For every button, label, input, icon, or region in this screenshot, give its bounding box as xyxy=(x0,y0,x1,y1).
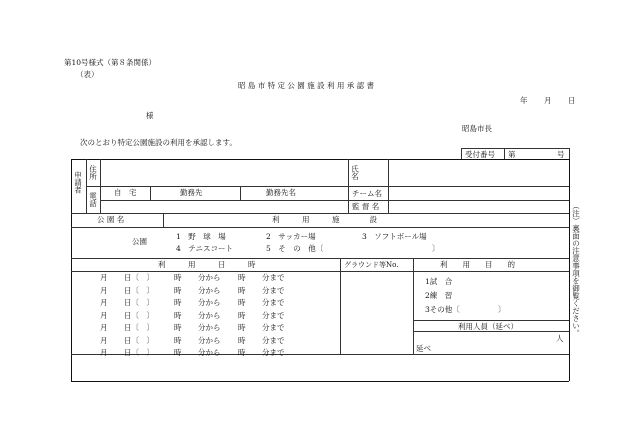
start-minute-label: 分から xyxy=(198,285,221,295)
work-phone-label: 勤務先 xyxy=(180,188,203,197)
start-minute-label: 分から xyxy=(198,335,221,345)
day-label: 日〔 〕 xyxy=(124,273,154,282)
day-label: 日〔 〕 xyxy=(124,348,154,357)
start-minute-label: 分から xyxy=(198,348,221,357)
date-year: 年 xyxy=(520,96,528,105)
start-hour-label: 時 xyxy=(174,285,182,295)
facility-option-softball[interactable]: 3 ソフトボール場 xyxy=(362,232,427,241)
form-side: （表） xyxy=(76,70,99,79)
end-hour-label: 時 xyxy=(238,335,246,345)
side-note: （注）裏面の注意事項を御覧ください。 xyxy=(571,202,581,337)
team-name-field[interactable] xyxy=(389,187,568,199)
park-name-header: 公 園 名 xyxy=(97,215,125,224)
work-name-label: 勤務先名 xyxy=(266,188,296,197)
home-phone-label: 自 宅 xyxy=(114,188,137,197)
users-unit: 人 xyxy=(556,334,564,343)
month-label: 月 xyxy=(100,335,108,345)
park-suffix: 公園 xyxy=(132,237,147,246)
schedule-header: 利 用 日 時 xyxy=(158,260,256,269)
approval-statement: 次のとおり特定公園施設の利用を承認します。 xyxy=(80,138,237,147)
day-label: 日〔 〕 xyxy=(124,323,154,332)
start-hour-label: 時 xyxy=(174,273,182,282)
issuer: 昭島市長 xyxy=(462,124,492,133)
date-day: 日 xyxy=(568,96,576,105)
start-hour-label: 時 xyxy=(174,335,182,345)
supervisor-field[interactable] xyxy=(389,201,568,212)
facility-option-other-close: 〕 xyxy=(432,244,440,253)
month-label: 月 xyxy=(100,323,108,332)
supervisor-label: 監 督 名 xyxy=(352,202,380,211)
end-hour-label: 時 xyxy=(238,285,246,295)
purpose-game[interactable]: 1試 合 xyxy=(425,277,453,286)
facility-option-other[interactable]: 5 そ の 他〔 xyxy=(266,244,324,253)
phone-label: 電話 xyxy=(88,192,98,207)
end-minute-label: 分まで xyxy=(262,310,285,320)
start-minute-label: 分から xyxy=(198,310,221,320)
users-note: 延べ xyxy=(416,344,431,353)
facility-option-soccer[interactable]: 2 サッカー場 xyxy=(266,232,316,241)
receipt-label: 受付番号 xyxy=(465,150,495,159)
end-hour-label: 時 xyxy=(238,310,246,320)
receipt-suffix: 号 xyxy=(557,150,565,159)
address-field[interactable] xyxy=(101,160,347,185)
end-hour-label: 時 xyxy=(238,298,246,307)
applicant-section-label: 申請者 xyxy=(73,171,83,194)
users-header: 利用人員（延べ） xyxy=(458,322,518,331)
end-hour-label: 時 xyxy=(238,273,246,282)
purpose-header: 利 用 目 的 xyxy=(440,260,515,269)
day-label: 日〔 〕 xyxy=(124,285,154,295)
day-label: 日〔 〕 xyxy=(124,335,154,345)
form-number: 第10号様式（第８条関係） xyxy=(64,58,157,67)
facility-option-tennis[interactable]: 4 テニスコート xyxy=(176,244,233,253)
name-label: 氏名 xyxy=(350,165,360,180)
end-minute-label: 分まで xyxy=(262,323,285,332)
receipt-prefix: 第 xyxy=(508,150,516,159)
day-label: 日〔 〕 xyxy=(124,310,154,320)
team-name-label: チーム名 xyxy=(352,189,382,198)
start-hour-label: 時 xyxy=(174,348,182,357)
date-month: 月 xyxy=(544,96,552,105)
purpose-practice[interactable]: 2練 習 xyxy=(425,291,453,300)
end-hour-label: 時 xyxy=(238,323,246,332)
end-minute-label: 分まで xyxy=(262,285,285,295)
purpose-other-close: 〕 xyxy=(498,305,506,314)
facility-header: 利 用 施 設 xyxy=(272,215,377,224)
end-minute-label: 分まで xyxy=(262,335,285,345)
start-minute-label: 分から xyxy=(198,323,221,332)
month-label: 月 xyxy=(100,310,108,320)
end-minute-label: 分まで xyxy=(262,273,285,282)
start-hour-label: 時 xyxy=(174,323,182,332)
purpose-other[interactable]: 3その他〔 xyxy=(425,305,460,314)
document-title: 昭 島 市 特 定 公 園 施 設 利 用 承 認 書 xyxy=(238,81,374,90)
start-minute-label: 分から xyxy=(198,273,221,282)
address-label: 住所 xyxy=(88,165,98,180)
month-label: 月 xyxy=(100,298,108,307)
addressee-suffix: 様 xyxy=(146,111,154,120)
end-hour-label: 時 xyxy=(238,348,246,357)
start-hour-label: 時 xyxy=(174,298,182,307)
ground-number-header: グラウンド等No. xyxy=(344,261,399,269)
month-label: 月 xyxy=(100,273,108,282)
facility-option-baseball[interactable]: 1 野 球 場 xyxy=(176,232,226,241)
month-label: 月 xyxy=(100,285,108,295)
end-minute-label: 分まで xyxy=(262,348,285,357)
end-minute-label: 分まで xyxy=(262,298,285,307)
day-label: 日〔 〕 xyxy=(124,298,154,307)
name-field[interactable] xyxy=(364,160,568,185)
start-hour-label: 時 xyxy=(174,310,182,320)
month-label: 月 xyxy=(100,348,108,357)
start-minute-label: 分から xyxy=(198,298,221,307)
